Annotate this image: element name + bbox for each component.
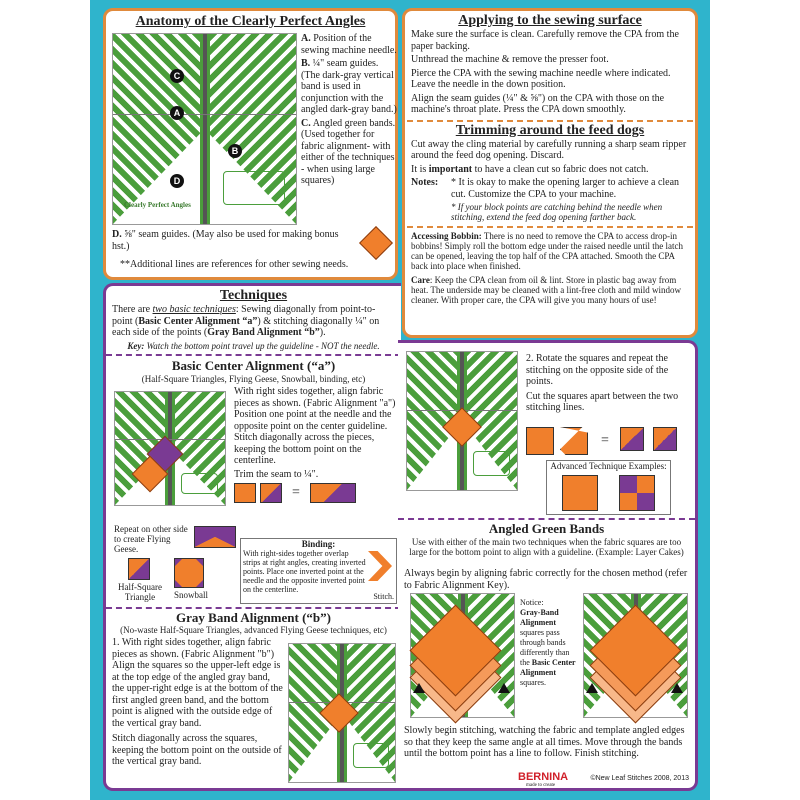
gray-title: Gray Band Alignment (“b”) — [176, 610, 331, 625]
hst-label: Half-Square Triangle — [118, 582, 162, 602]
applying-title: Applying to the sewing surface — [458, 13, 642, 28]
gray-text-2: Stitch diagonally across the squares, keeping the bottom point on the outside of the vertical gray band. — [112, 733, 282, 767]
basic-text: With right sides together, align fabric pieces as shown. (Fabric Alignment "a") Position one point at the needle and the opposite point on the center guideline. Stitch diagonally across the pieces, keeping the bottom point on the centerline. — [234, 386, 396, 466]
gray-text-1: 1. With right sides together, align fabric pieces as shown. (Fabric Alignment "b") Align the squares so the upper-left edge is at the top edge of the angled gray band, the upper-right edge is at the bottom of the first angled green band, and the bottom point is aligned with the outside edge of the vertical gray band. — [112, 637, 283, 729]
binding-box: Binding: With right-sides together overlap strips at right angles, creating inverted points. Place one inverted point at the needle and the opposite inverted point on the centerline. Stitch. — [240, 538, 397, 604]
trimming-notes: Notes: * It is okay to make the opening larger to achieve a clean cut. Customize the CPA to your machine. * If your block points are catching behind the needle when stitching, extend the feed dog opening farther back. — [411, 177, 680, 222]
fabric-alignment-key — [223, 171, 285, 205]
applying-panel — [402, 8, 698, 338]
anatomy-title: Anatomy of the Clearly Perfect Angles — [135, 14, 366, 29]
basic-trim: Trim the seam to ¼". — [234, 468, 319, 480]
flying-geese-text: Repeat on other side to create Flying Geese. — [114, 524, 188, 554]
badge-d: D — [170, 174, 184, 188]
notice-text: Notice: Gray-Band Alignment squares pass through bands differently than the Basic Center Alignment squares. — [520, 598, 576, 687]
copyright: ©New Leaf Stitches 2008, 2013 — [590, 775, 689, 782]
techniques-key: Key: Watch the bottom point travel up the guideline - NOT the needle. — [127, 340, 380, 351]
hst-block — [128, 558, 150, 580]
trimming-title: Trimming around the feed dogs — [455, 122, 645, 138]
arrow-up-icon — [498, 683, 510, 693]
equals-sign: = — [292, 485, 300, 500]
rotate-text: 2. Rotate the squares and repeat the stitching on the opposite side of the points. — [526, 353, 669, 387]
arrow-up-icon — [671, 683, 683, 693]
cpa-logo: Clearly Perfect Angles — [123, 200, 191, 209]
anatomy-panel — [103, 8, 398, 280]
bernina-logo: BERNINA — [518, 771, 569, 783]
angled-text-1: Always begin by aligning fabric correctly for the chosen method (refer to Fabric Alignment Key). — [404, 568, 688, 591]
rotate-text-column — [526, 353, 691, 414]
anatomy-item-d: D. ⅝" seam guides. (May also be used for making bonus hst.) — [112, 229, 339, 252]
advanced-box: Advanced Technique Examples: — [546, 460, 671, 515]
equals-sign-2: = — [601, 433, 609, 448]
basic-title: Basic Center Alignment (“a”) — [171, 357, 336, 373]
techniques-intro: There are two basic techniques: Sewing diagonally from point-to-point (Basic Center Alignment “a”) & stitching diagonally ¼" on each side of the points (Gray Band Alignment “b”). — [112, 304, 380, 338]
gray-subtitle: (No-waste Half-Square Triangles, advanced Flying Geese techniques, etc) — [120, 625, 387, 635]
bobbin-text: Accessing Bobbin: There is no need to remove the CPA to access drop-in bobbins! Simply roll the bottom edge under the raised needle until the latch can be opened, leaving the top half of the CPA attached. Smooth the CPA back into place when finished. — [411, 231, 683, 271]
techniques-title: Techniques — [219, 288, 288, 303]
badge-c: C — [170, 69, 184, 83]
arrow-up-icon — [413, 683, 425, 693]
hst-result — [310, 483, 356, 503]
trim-diagram — [234, 483, 396, 503]
techniques-panel — [103, 283, 401, 791]
badge-b: B — [228, 144, 242, 158]
snowball-block — [174, 558, 204, 588]
bernina-tagline: made to create — [526, 783, 556, 788]
anatomy-legend: A. Position of the sewing machine needle. B. ¼" seam guides. (The dark-gray vertical band is used in conjunction with the angled dark-gray band.) C. Angled green bands.(Used together for fabric alignment- with either of the techniques - when using large squares) — [301, 33, 397, 186]
basic-subtitle: (Half-Square Triangles, Flying Geese, Snowball, binding, etc) — [141, 373, 366, 384]
cut-text: Cut the squares apart between the two stitching lines. — [526, 390, 679, 413]
anatomy-note: **Additional lines are references for other sewing needs. — [120, 259, 349, 270]
arrow-up-icon — [586, 683, 598, 693]
trimming-text: Cut away the cling material by carefully running a sharp seam ripper around the feed dog opening. Discard. — [411, 138, 687, 161]
basic-text-column — [234, 386, 396, 503]
trimming-important: It is important to have a clean cut so fabric does not catch. — [411, 163, 649, 175]
orange-diamond-icon — [359, 226, 393, 260]
care-text: Care: Keep the CPA clean from oil & lint. Store in plastic bag away from heat. The underside may be cleaned with a lint-free cloth and mild window cleaner. With proper care, the CPA will give you many hours of use! — [411, 275, 681, 305]
badge-a: A — [170, 106, 184, 120]
hst-piece — [260, 483, 282, 503]
cpa-template-diagram — [112, 33, 297, 225]
applying-steps: Make sure the surface is clean. Carefully remove the CPA from the paper backing. Unthread the machine & remove the presser foot. Pierce the CPA with the sewing machine needle where indicated. Leave the needle in the down position. Align the seam guides (¼" & ⅝") on the CPA with those on the machine's throat plate. Press the CPA down smoothly. — [411, 29, 679, 115]
techniques-right-panel — [398, 340, 698, 791]
snowball-label: Snowball — [174, 590, 209, 600]
angled-text-2: Slowly begin stitching, watching the fabric and template angled edges so that they keep the same angle at all times. Move through the bands until the bottom point has a line to follow. Finish stitching. — [404, 725, 685, 759]
instruction-sheet — [90, 0, 710, 800]
angled-title: Angled Green Bands — [488, 521, 605, 536]
flying-geese-block — [194, 526, 236, 548]
gray-text-column — [112, 637, 284, 768]
angled-intro: Use with either of the main two techniques when the fabric squares are too large for the bottom point to align with a guideline. (Example: Layer Cakes) — [409, 537, 684, 557]
